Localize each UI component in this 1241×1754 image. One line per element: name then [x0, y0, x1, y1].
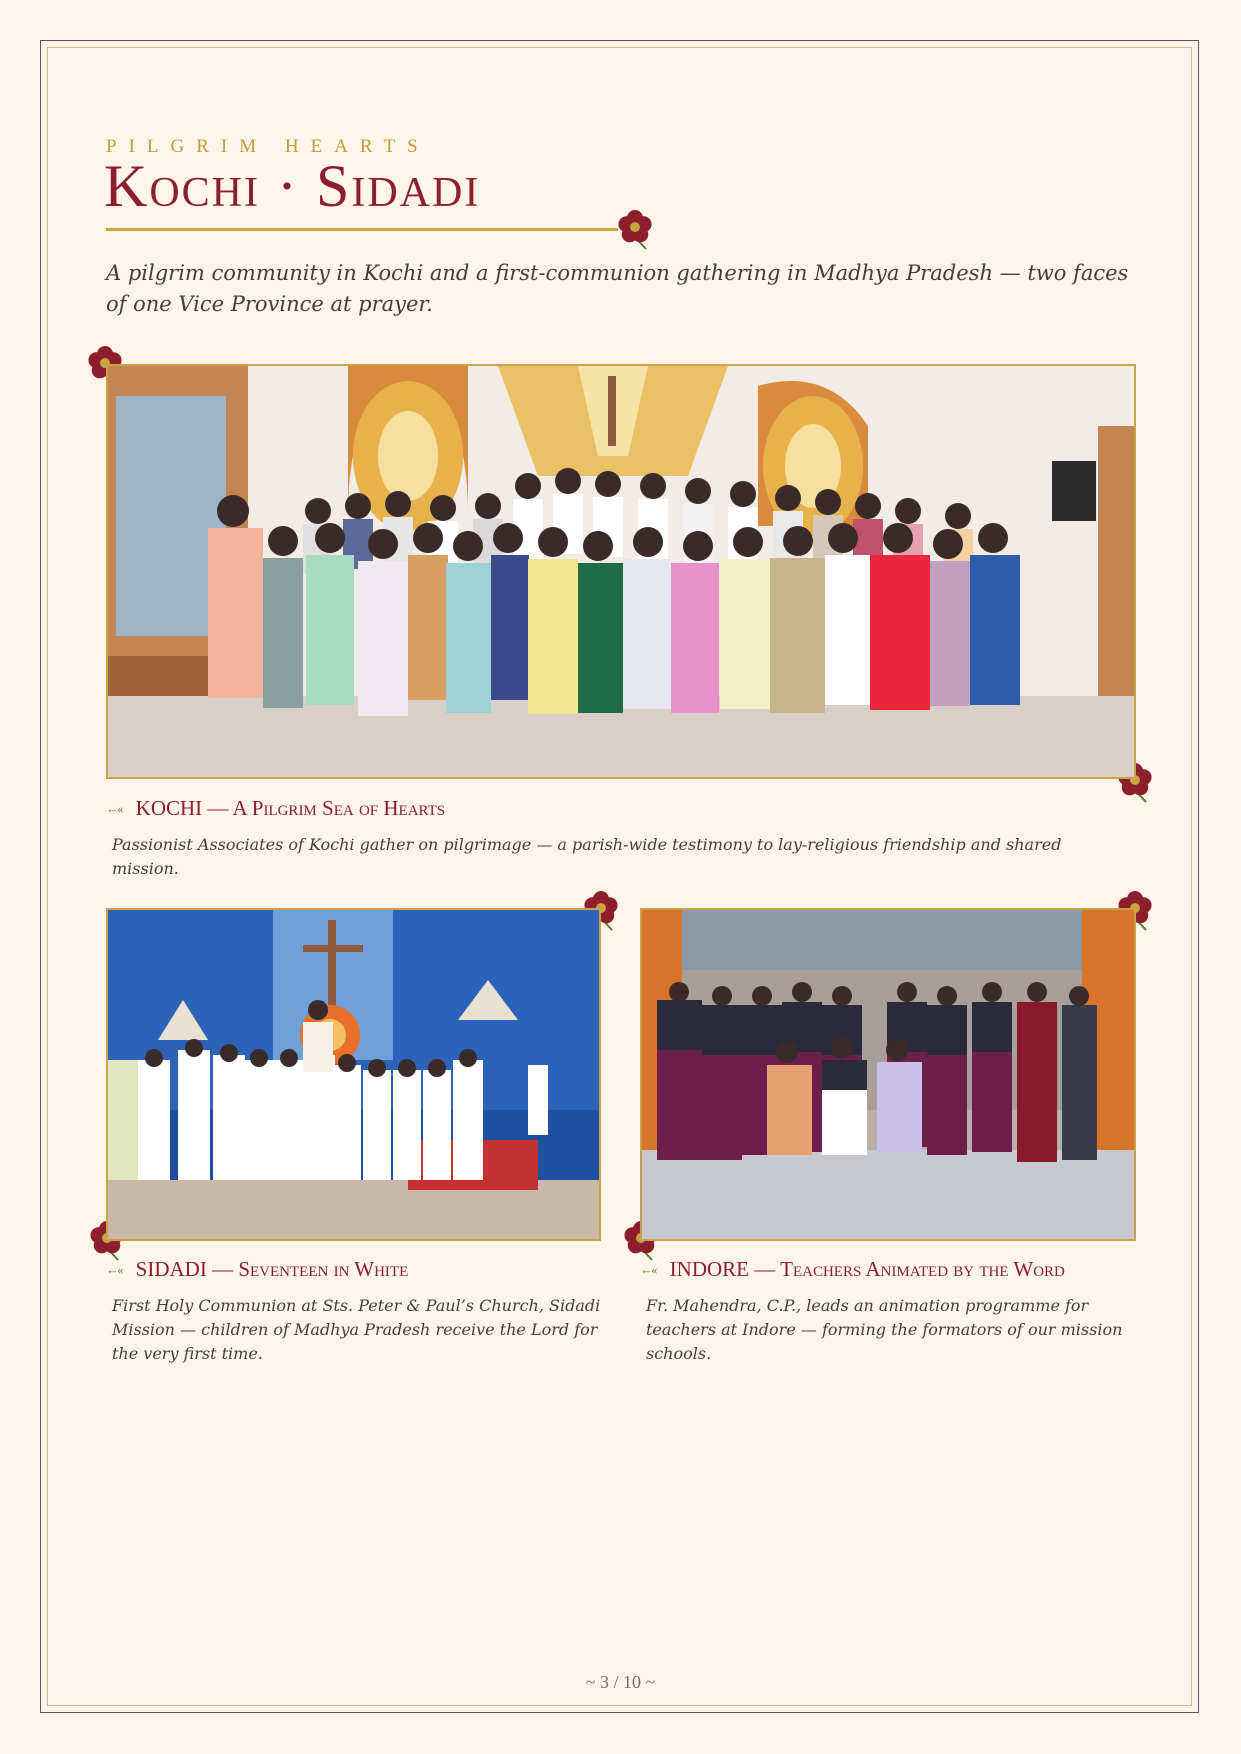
red-flower-icon — [612, 205, 658, 251]
kochi-caption-text: Passionist Associates of Kochi gather on pilgrimage — a parish-wide testimony to lay-religious friendship and shared mission. — [112, 835, 1062, 878]
indore-teachers-photo — [640, 908, 1136, 1241]
kochi-group-photo — [106, 364, 1136, 779]
kochi-caption-heading — [106, 796, 445, 821]
page-title: Kochi · Sidadi — [104, 153, 481, 219]
caption-heading-text: INDORE — Teachers Animated by the Word — [669, 1257, 1065, 1281]
caption-heading-text: SIDADI — Seventeen in White — [135, 1257, 409, 1281]
indore-caption-text: Fr. Mahendra, C.P., leads an animation programme for teachers at Indore — forming the formators of our mission schools. — [646, 1296, 1123, 1363]
caption-arrow-icon: ←‹‹ — [106, 1261, 122, 1277]
caption-arrow-icon: ←‹‹ — [106, 800, 122, 816]
caption-arrow-icon: ←‹‹ — [640, 1261, 656, 1277]
sidadi-communion-photo — [106, 908, 601, 1241]
caption-heading-text: KOCHI — A Pilgrim Sea of Hearts — [135, 796, 446, 820]
indore-caption-heading — [640, 1257, 1065, 1282]
page-number: ~ 3 / 10 ~ — [585, 1672, 656, 1692]
sidadi-caption-text: First Holy Communion at Sts. Peter & Paul’s Church, Sidadi Mission — children of Madhya Pradesh receive the Lord for the very first time. — [112, 1296, 601, 1363]
section-kicker: PILGRIM HEARTS — [106, 136, 430, 157]
intro-text: A pilgrim community in Kochi and a first-communion gathering in Madhya Pradesh — two faces of one Vice Province at prayer. — [106, 261, 1129, 316]
title-underline — [106, 228, 618, 231]
sidadi-caption-heading — [106, 1257, 408, 1282]
